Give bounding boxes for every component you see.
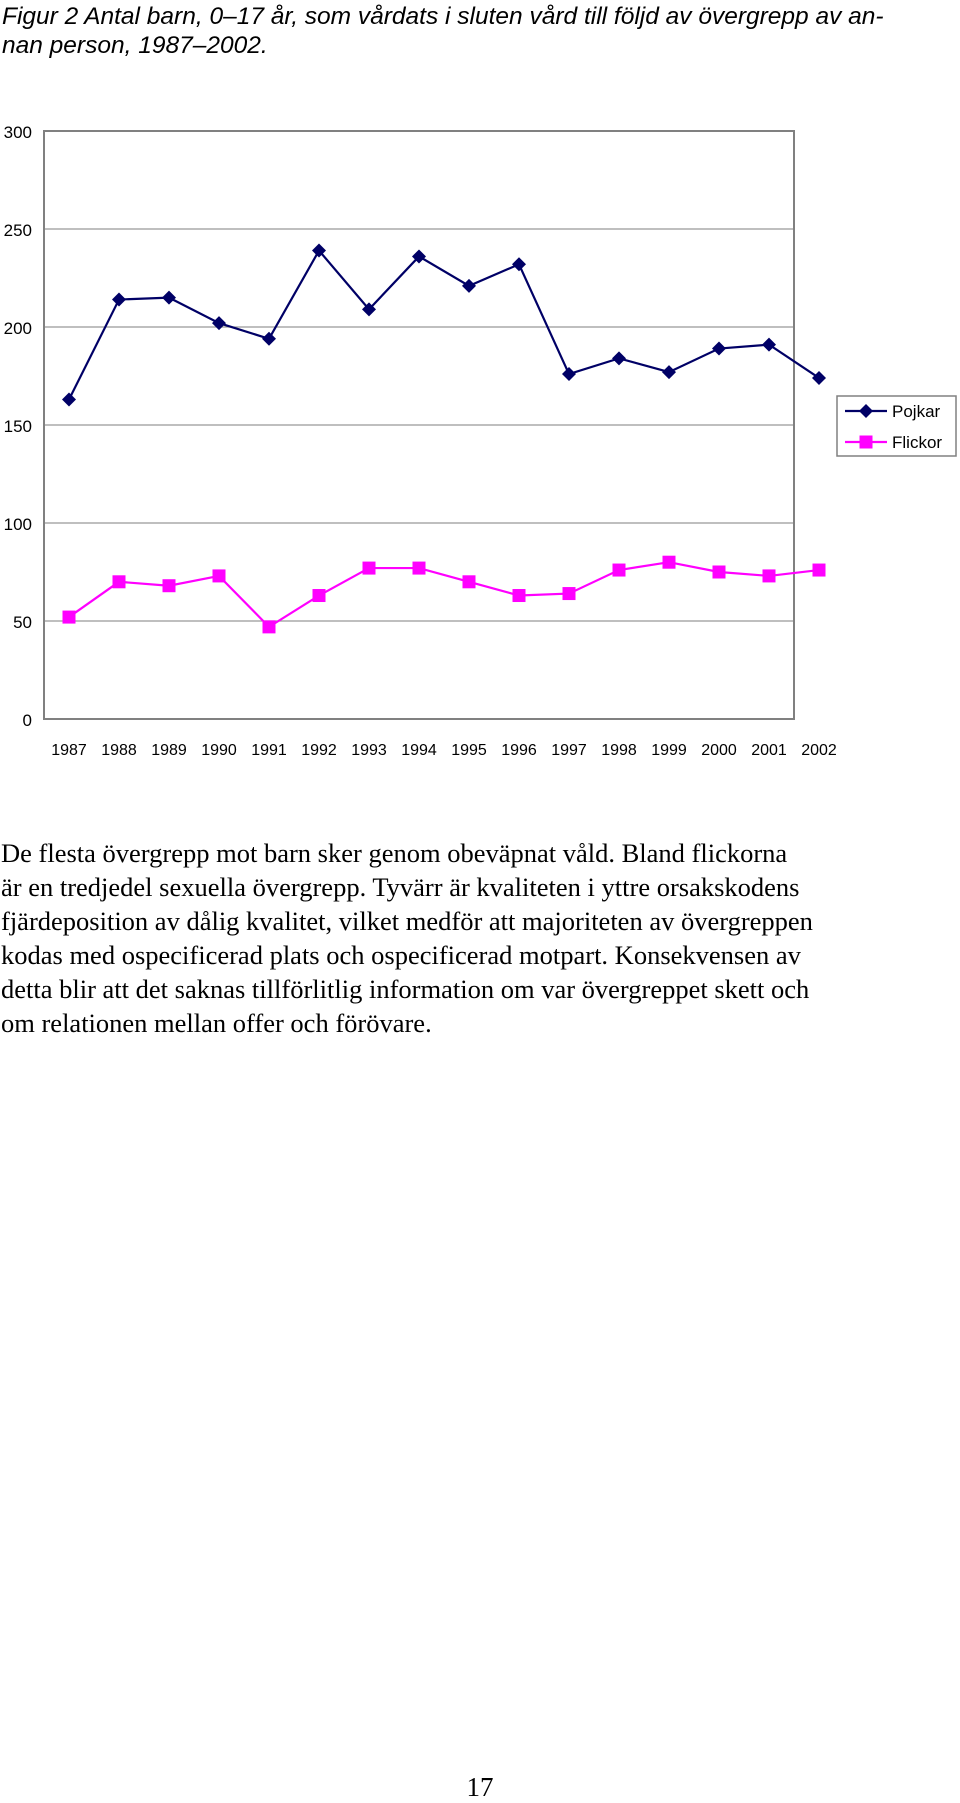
series-line <box>69 251 819 400</box>
data-point <box>413 562 426 575</box>
y-axis-tick-labels <box>4 123 32 730</box>
data-point <box>463 575 476 588</box>
x-tick-label: 2002 <box>801 742 837 759</box>
data-point <box>113 575 126 588</box>
data-point <box>662 365 676 379</box>
data-point <box>112 293 126 307</box>
data-point <box>713 566 726 579</box>
data-point <box>612 351 626 365</box>
data-point <box>213 569 226 582</box>
line-chart <box>0 100 960 780</box>
data-point <box>263 620 276 633</box>
data-point <box>812 371 826 385</box>
x-tick-label: 1998 <box>601 742 637 759</box>
body-line: om relationen mellan offer och förövare. <box>1 1008 432 1038</box>
legend-label: Flickor <box>892 433 943 452</box>
figure-caption <box>2 2 902 60</box>
legend-label: Pojkar <box>892 402 941 421</box>
body-line: kodas med ospecificerad plats och ospecificerad motpart. Konsekvensen av <box>1 940 801 970</box>
data-point <box>562 367 576 381</box>
data-point <box>462 279 476 293</box>
data-point <box>762 338 776 352</box>
legend-marker <box>860 436 873 449</box>
x-axis-tick-labels <box>51 742 837 759</box>
data-point <box>712 342 726 356</box>
x-tick-label: 1991 <box>251 742 287 759</box>
data-point <box>313 589 326 602</box>
y-tick-label: 200 <box>3 319 32 338</box>
x-tick-label: 1999 <box>651 742 687 759</box>
data-point <box>163 579 176 592</box>
data-point <box>663 556 676 569</box>
data-point <box>512 257 526 271</box>
x-tick-label: 1994 <box>401 742 437 759</box>
data-series <box>62 244 826 634</box>
x-tick-label: 2001 <box>751 742 787 759</box>
figure-caption-line: Figur 2 Antal barn, 0–17 år, som vårdats i sluten vård till följd av övergrepp av an- <box>2 3 884 30</box>
x-tick-label: 1993 <box>351 742 387 759</box>
y-tick-label: 0 <box>22 711 32 730</box>
data-point <box>162 291 176 305</box>
data-point <box>813 564 826 577</box>
x-tick-label: 1990 <box>201 742 237 759</box>
x-tick-label: 1997 <box>551 742 587 759</box>
x-tick-label: 1992 <box>301 742 337 759</box>
y-tick-label: 50 <box>13 613 32 632</box>
x-tick-label: 1995 <box>451 742 487 759</box>
x-tick-label: 1989 <box>151 742 187 759</box>
data-point <box>363 562 376 575</box>
x-tick-label: 1988 <box>101 742 137 759</box>
data-point <box>262 332 276 346</box>
x-tick-label: 1996 <box>501 742 537 759</box>
body-line: De flesta övergrepp mot barn sker genom obeväpnat våld. Bland flickorna <box>1 838 788 868</box>
y-tick-label: 300 <box>3 123 32 142</box>
legend <box>837 396 956 456</box>
body-line: fjärdeposition av dålig kvalitet, vilket medför att majoriteten av övergreppen <box>1 906 813 936</box>
body-paragraph <box>1 836 931 1040</box>
y-tick-label: 100 <box>3 515 32 534</box>
data-point <box>563 587 576 600</box>
data-point <box>62 393 76 407</box>
body-line: detta blir att det saknas tillförlitlig information om var övergreppet skett och <box>1 974 810 1004</box>
series-flickor <box>63 556 826 634</box>
page-number: 17 <box>466 1772 494 1802</box>
data-point <box>513 589 526 602</box>
x-tick-label: 1987 <box>51 742 87 759</box>
body-line: är en tredjedel sexuella övergrepp. Tyvärr är kvaliteten i yttre orsakskodens <box>1 872 800 902</box>
y-tick-label: 250 <box>3 221 32 240</box>
series-pojkar <box>62 244 826 407</box>
y-tick-label: 150 <box>3 417 32 436</box>
figure-caption-line: nan person, 1987–2002. <box>2 32 268 59</box>
series-line <box>69 562 819 627</box>
data-point <box>63 611 76 624</box>
x-tick-label: 2000 <box>701 742 737 759</box>
data-point <box>212 316 226 330</box>
data-point <box>763 569 776 582</box>
data-point <box>613 564 626 577</box>
